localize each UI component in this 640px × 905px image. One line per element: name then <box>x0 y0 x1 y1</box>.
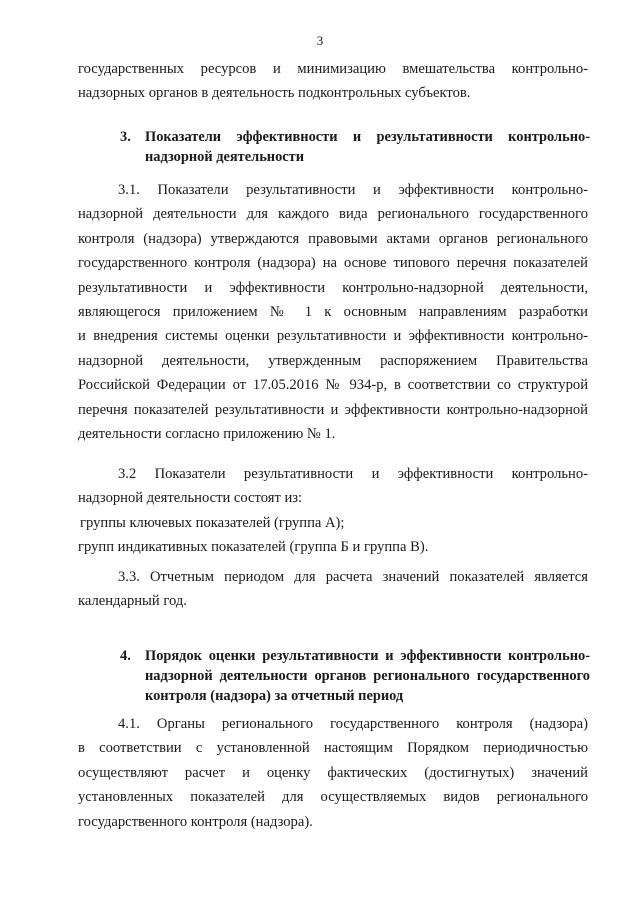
paragraph-line: 3.2 Показатели результативности и эффективности контрольно- <box>118 466 588 482</box>
paragraph-4-1 <box>78 712 588 834</box>
paragraph-line: государственных ресурсов и минимизацию вмешательства контрольно- <box>78 61 588 77</box>
paragraph-line: надзорной деятельности состоят из: <box>78 490 303 507</box>
paragraph-line: деятельности согласно приложению № 1. <box>78 425 336 442</box>
paragraph-line: надзорной деятельности, утвержденным распоряжением Правительства <box>78 352 588 369</box>
paragraph-line: перечня показателей результативности и эффективности контрольно-надзорной <box>78 401 588 418</box>
heading-line: Показатели эффективности и результативности контрольно- <box>145 129 590 145</box>
paragraph-3-3 <box>78 565 588 614</box>
paragraph-line: в соответствии с установленной настоящим Порядком периодичностью <box>78 740 588 757</box>
paragraph-line: государственного контроля (надзора). <box>78 813 313 830</box>
paragraph-3-1 <box>78 178 588 446</box>
paragraph-line: надзорной деятельности для каждого вида регионального государственного <box>78 206 588 223</box>
heading-line: надзорной деятельности органов регионального государственного <box>145 668 590 684</box>
section-number: 4. <box>120 648 131 664</box>
paragraph-line: надзорных органов в деятельность подконтрольных субъектов. <box>78 85 471 102</box>
heading-line: надзорной деятельности <box>145 149 305 165</box>
paragraph-line: контроля (надзора) утверждаются правовыми актами органов регионального <box>78 230 588 247</box>
paragraph-line: осуществляют расчет и оценку фактических (достигнутых) значений <box>78 764 588 781</box>
paragraph-line: установленных показателей для осуществляемых видов регионального <box>78 789 588 806</box>
paragraph-line: 3.3. Отчетным периодом для расчета значений показателей является <box>118 569 588 585</box>
paragraph-line: Российской Федерации от 17.05.2016 № 934-р, в соответствии со структурой <box>78 377 588 394</box>
list-item: групп индикативных показателей (группа Б и группа В). <box>78 539 429 556</box>
paragraph-line: 3.1. Показатели результативности и эффективности контрольно- <box>118 182 588 198</box>
paragraph-line: календарный год. <box>78 593 187 610</box>
paragraph-line: являющегося приложением № 1 к основным направлениям разработки <box>78 303 588 320</box>
section-number: 3. <box>120 129 131 145</box>
heading-line: контроля (надзора) за отчетный период <box>145 688 404 704</box>
paragraph-line: государственного контроля (надзора) на основе типового перечня показателей <box>78 255 588 272</box>
paragraph-line: 4.1. Органы регионального государственного контроля (надзора) <box>118 716 588 732</box>
page-number: 3 <box>316 33 324 48</box>
list-item: группы ключевых показателей (группа А); <box>80 514 345 531</box>
intro-paragraph <box>78 57 588 106</box>
heading-line: Порядок оценки результативности и эффективности контрольно- <box>145 648 590 664</box>
paragraph-line: и внедрения системы оценки результативности и эффективности контрольно- <box>78 328 588 345</box>
paragraph-line: результативности и эффективности контрольно-надзорной деятельности, <box>78 279 588 296</box>
paragraph-3-2 <box>78 462 588 560</box>
